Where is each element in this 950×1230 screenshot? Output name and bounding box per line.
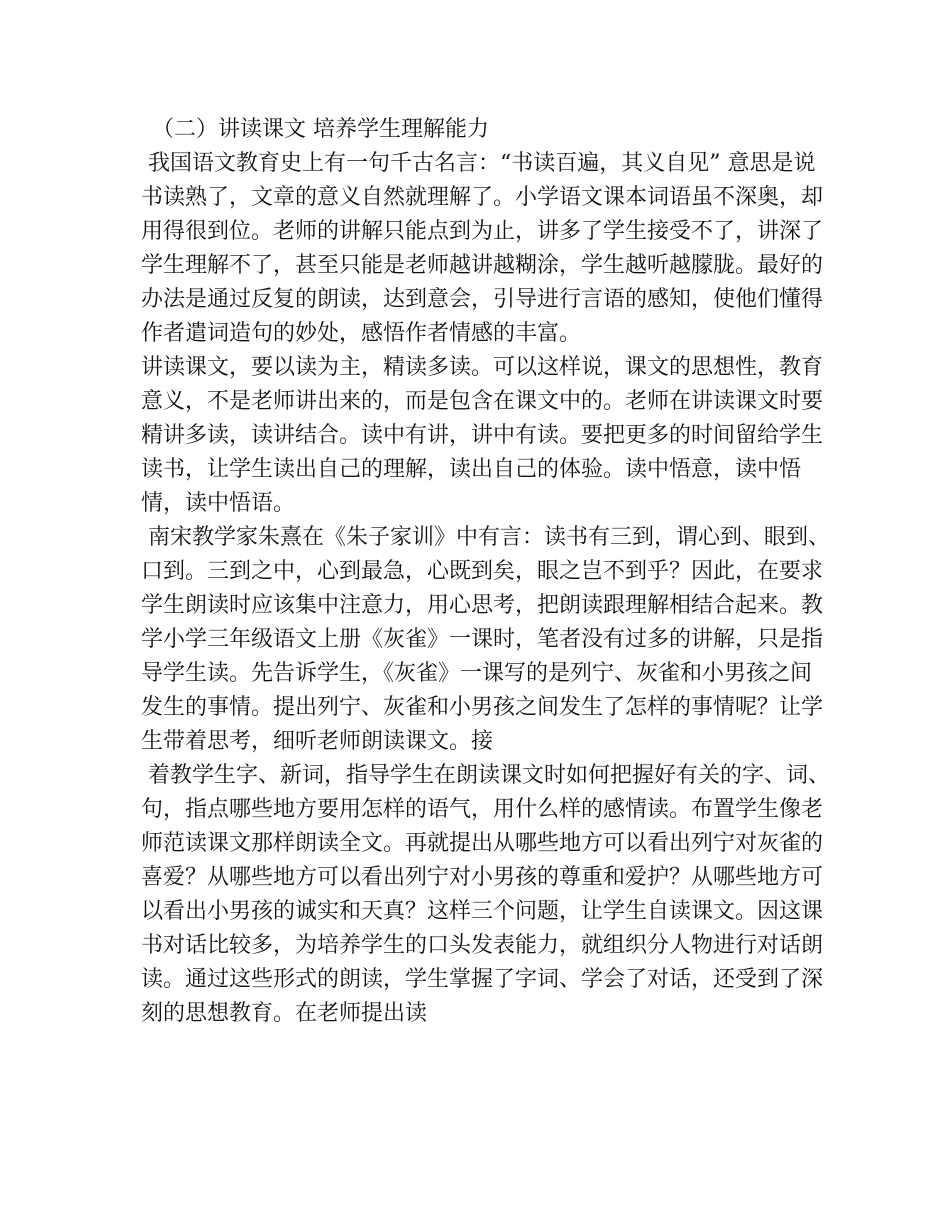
paragraph-2: 讲读课文，要以读为主，精读多读。可以这样说，课文的思想性，教育意义，不是老师讲出来的，而是包含在课文中的。老师在讲读课文时要精讲多读，读讲结合。读中有讲，讲中有读。要把更多的时间留给学生读书，让学生读出自己的理解，读出自己的体验。读中悟意，读中悟情，读中悟语。: [141, 355, 824, 516]
paragraph-1: 我国语文教育史上有一句千古名言：“书读百遍，其义自见” 意思是说书读熟了，文章的意义自然就理解了。小学语文课本词语虽不深奥，却用得很到位。老师的讲解只能点到为止，讲多了学生接受不了，讲深了学生理解不了，甚至只能是老师越讲越糊涂，学生越听越朦胧。最好的办法是通过反复的朗读，达到意会，引导进行言语的感知，使他们懂得作者遣词造句的妙处，感悟作者情感的丰富。: [141, 151, 824, 346]
paragraph-4: 着教学生字、新词，指导学生在朗读课文时如何把握好有关的字、词、句，指点哪些地方要用怎样的语气，用什么样的感情读。布置学生像老师范读课文那样朗读全文。再就提出从哪些地方可以看出列宁对灰雀的喜爱？从哪些地方可以看出列宁对小男孩的尊重和爱护？从哪些地方可以看出小男孩的诚实和天真？这样三个问题，让学生自读课文。因这课书对话比较多，为培养学生的口头发表能力，就组织分人物进行对话朗读。通过这些形式的朗读，学生掌握了字词、学会了对话，还受到了深刻的思想教育。在老师提出读: [141, 763, 831, 1026]
document-body: [141, 113, 831, 1031]
section-heading: （二）讲读课文 培养学生理解能力: [152, 117, 489, 142]
paragraph-3: 南宋教学家朱熹在《朱子家训》中有言：读书有三到，谓心到、眼到、口到。三到之中，心到最急，心既到矣，眼之岂不到乎？因此，在要求学生朗读时应该集中注意力，用心思考，把朗读跟理解相结合起来。教学小学三年级语文上册《灰雀》一课时，笔者没有过多的讲解，只是指导学生读。先告诉学生，《灰雀》一课写的是列宁、灰雀和小男孩之间发生的事情。提出列宁、灰雀和小男孩之间发生了怎样的事情呢？让学生带着思考，细听老师朗读课文。接: [141, 525, 831, 754]
